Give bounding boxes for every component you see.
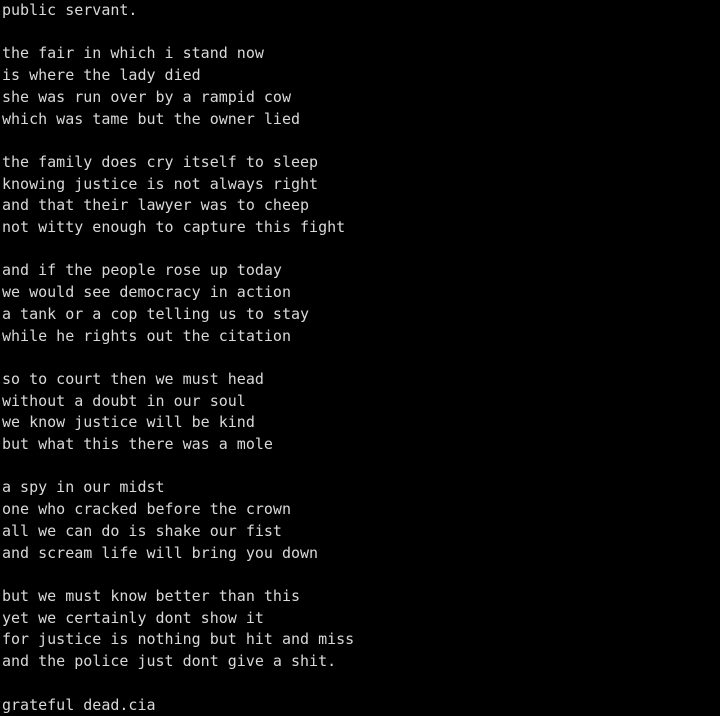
poem-line: and scream life will bring you down: [2, 543, 720, 565]
poem-line: one who cracked before the crown: [2, 499, 720, 521]
poem-line: so to court then we must head: [2, 369, 720, 391]
poem-blank-line: [2, 347, 720, 369]
poem-line: for justice is nothing but hit and miss: [2, 629, 720, 651]
poem-line: not witty enough to capture this fight: [2, 217, 720, 239]
poem-blank-line: [2, 239, 720, 261]
poem-blank-line: [2, 130, 720, 152]
poem-line: grateful dead.cia: [2, 695, 720, 716]
poem-line: we would see democracy in action: [2, 282, 720, 304]
poem-line: a tank or a cop telling us to stay: [2, 304, 720, 326]
poem-line: she was run over by a rampid cow: [2, 87, 720, 109]
poem-line: a spy in our midst: [2, 477, 720, 499]
poem-blank-line: [2, 456, 720, 478]
poem-blank-line: [2, 22, 720, 44]
poem-line: and the police just dont give a shit.: [2, 651, 720, 673]
poem-line: is where the lady died: [2, 65, 720, 87]
poem-line: while he rights out the citation: [2, 326, 720, 348]
poem-line: the fair in which i stand now: [2, 43, 720, 65]
poem-line: but we must know better than this: [2, 586, 720, 608]
poem-line: knowing justice is not always right: [2, 174, 720, 196]
poem-line: all we can do is shake our fist: [2, 521, 720, 543]
poem-line: the family does cry itself to sleep: [2, 152, 720, 174]
poem-line: and if the people rose up today: [2, 260, 720, 282]
poem-blank-line: [2, 564, 720, 586]
poem-line: public servant.: [2, 0, 720, 22]
poem-line: but what this there was a mole: [2, 434, 720, 456]
poem-line: without a doubt in our soul: [2, 391, 720, 413]
poem-blank-line: [2, 673, 720, 695]
poem-line: and that their lawyer was to cheep: [2, 195, 720, 217]
poem-line: which was tame but the owner lied: [2, 109, 720, 131]
poem-line: yet we certainly dont show it: [2, 608, 720, 630]
poem-line: we know justice will be kind: [2, 412, 720, 434]
